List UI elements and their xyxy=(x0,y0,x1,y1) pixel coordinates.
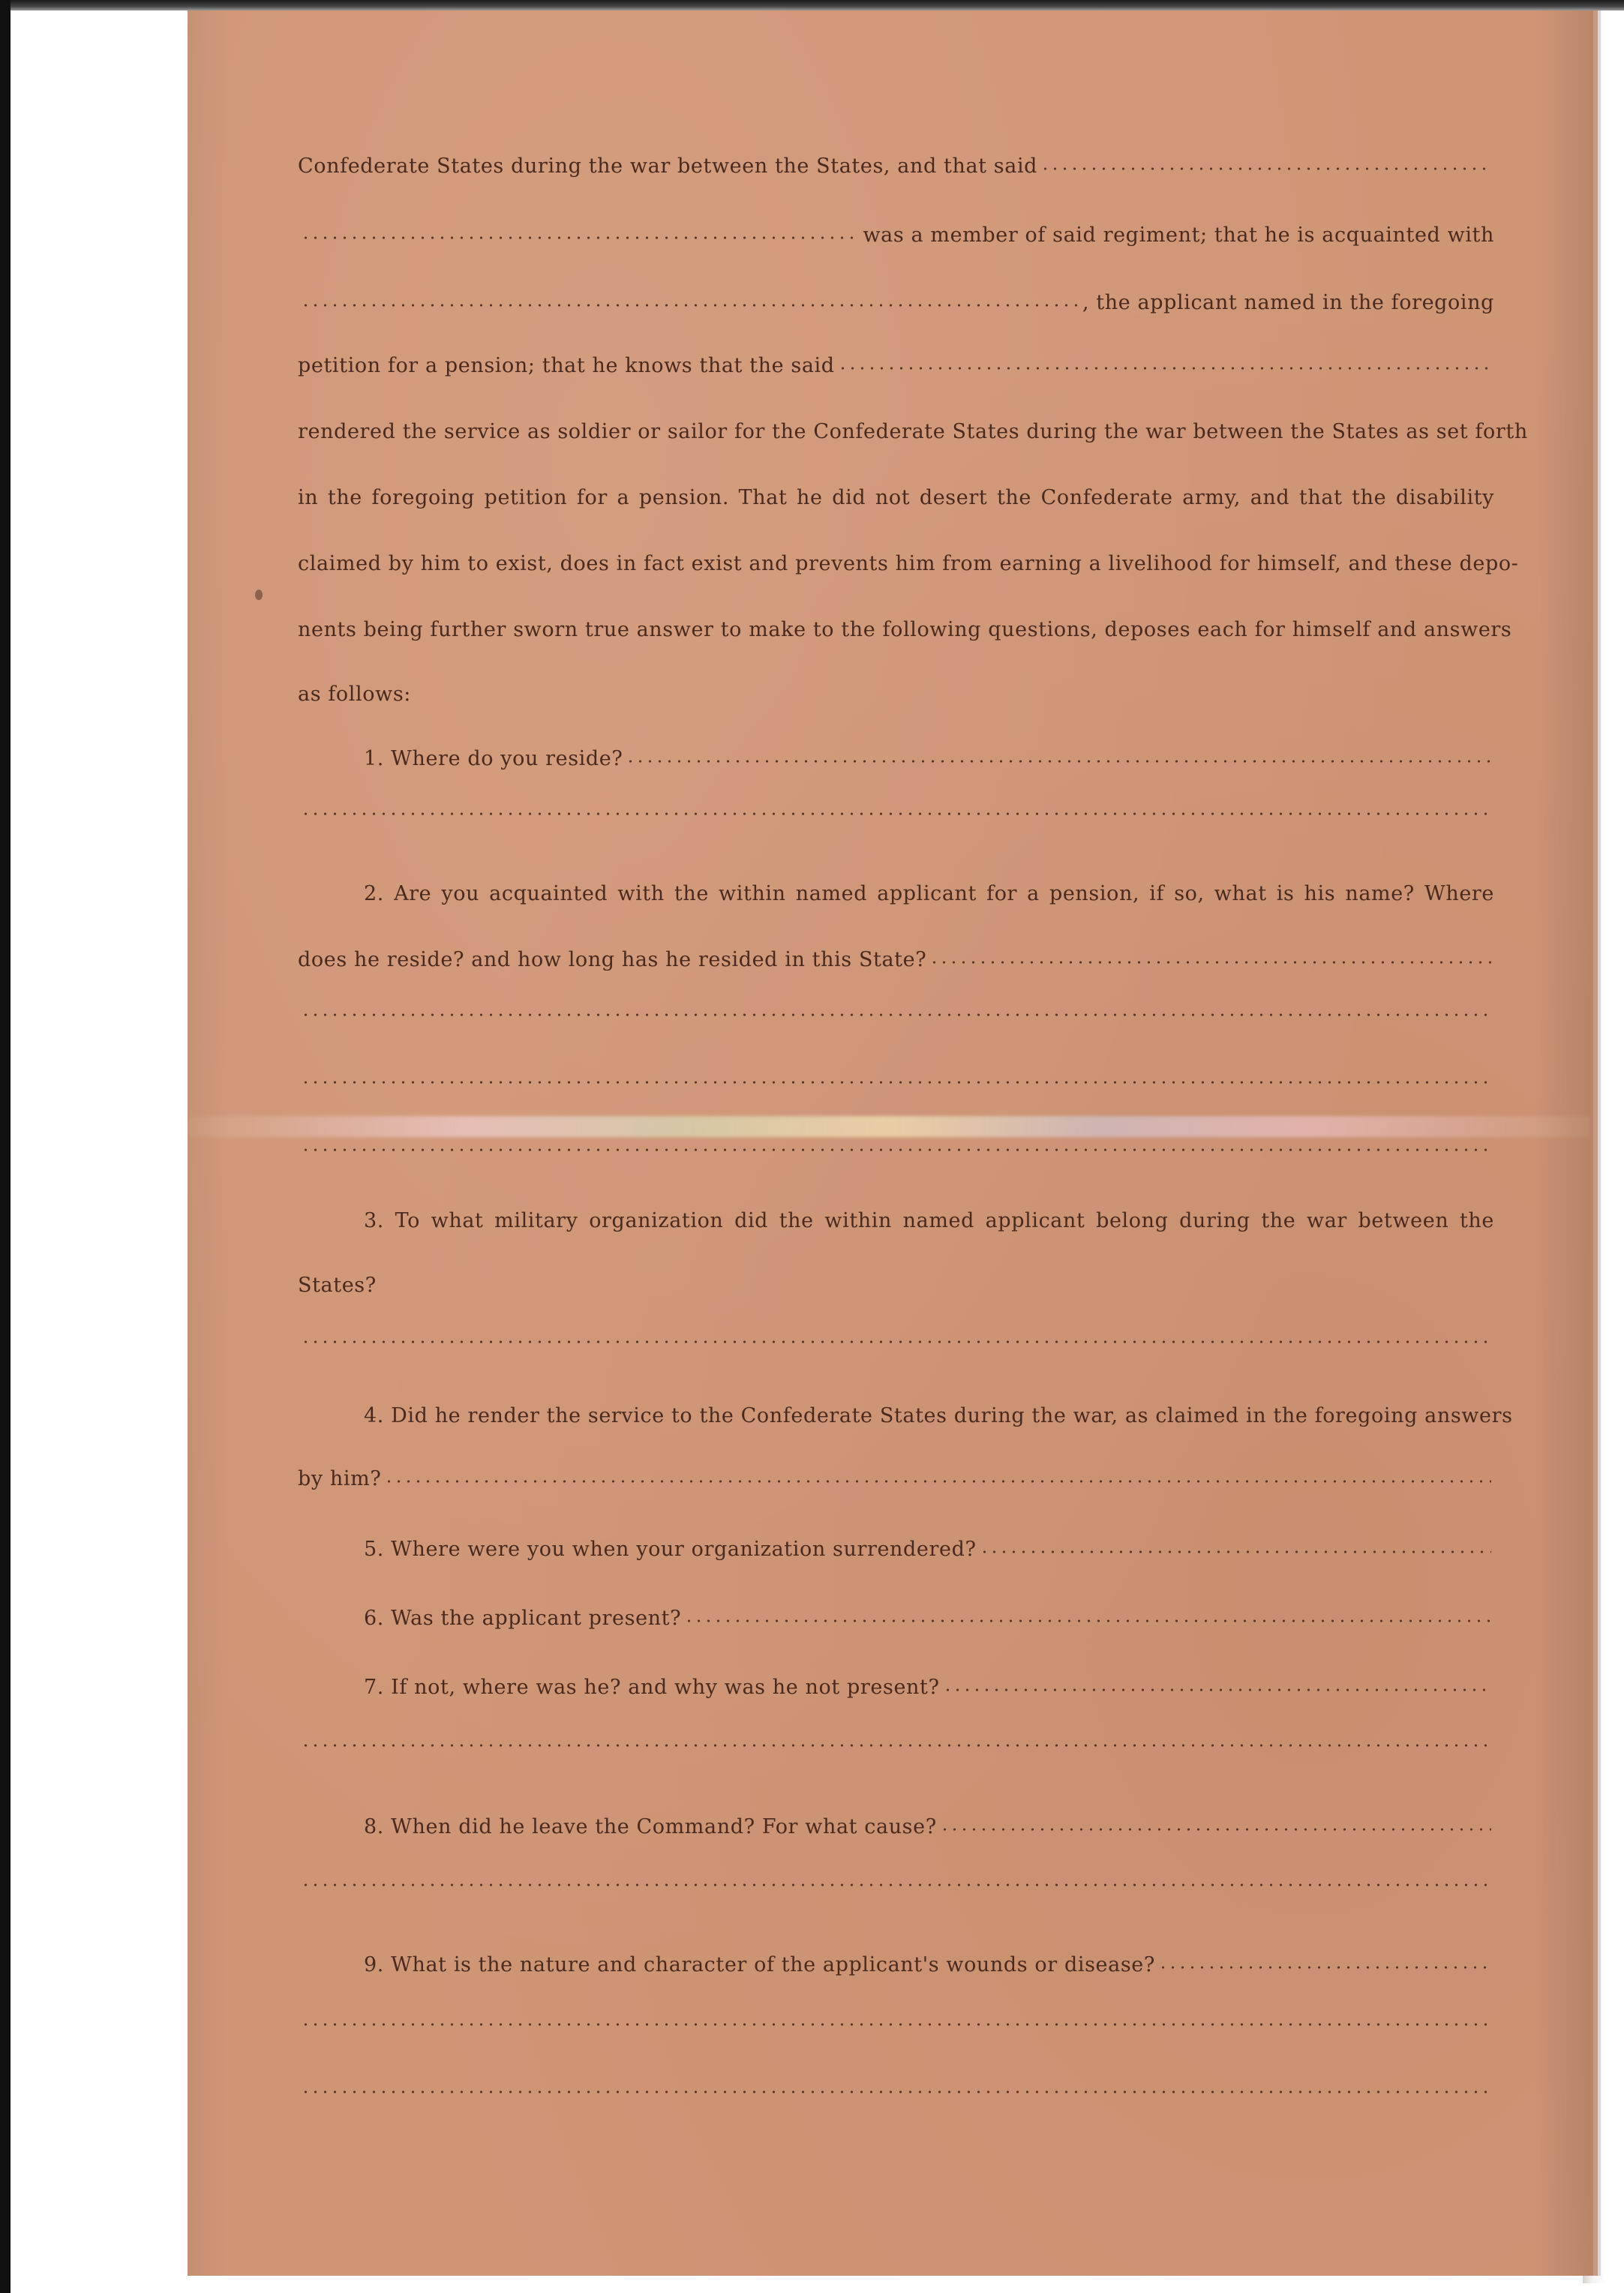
answer-line xyxy=(298,1151,1494,1154)
question-text: 4. Did he render the service to the Confederate States during the war, as claimed in the foregoing answers xyxy=(364,1404,1513,1427)
line-text: in the foregoing petition for a pension. That he did not desert the Confederate army, and that the disability xyxy=(298,486,1494,509)
question-3 xyxy=(298,1209,1494,1232)
answer-line xyxy=(298,1016,1494,1019)
answer-blank[interactable] xyxy=(301,1883,1491,1886)
question-text: 3. To what military organization did the within named applicant belong during the war between the xyxy=(364,1209,1494,1232)
fill-in-blank[interactable] xyxy=(838,367,1491,370)
answer-blank[interactable] xyxy=(980,1550,1491,1553)
answer-blank[interactable] xyxy=(301,2023,1491,2026)
answer-line xyxy=(298,815,1494,818)
question-1 xyxy=(298,747,1494,770)
line-text: rendered the service as soldier or sailor for the Confederate States during the war between the States as set forth xyxy=(298,420,1528,443)
question-2 xyxy=(298,882,1494,905)
line-text: petition for a pension; that he knows that the said xyxy=(298,354,835,377)
line-text: as follows: xyxy=(298,683,411,706)
scan-border-top xyxy=(0,0,1624,11)
paragraph-line xyxy=(298,155,1494,178)
line-text: nents being further sworn true answer to make to the following questions, deposes each for himself and answers xyxy=(298,618,1512,641)
question-7 xyxy=(298,1676,1494,1699)
answer-line xyxy=(298,1083,1494,1086)
answer-line xyxy=(298,2093,1494,2096)
question-2-cont xyxy=(298,948,1494,971)
paragraph-line xyxy=(298,552,1519,575)
line-text: was a member of said regiment; that he is acquainted with xyxy=(863,224,1494,247)
form-page xyxy=(188,11,1590,2276)
paragraph-line xyxy=(298,420,1528,443)
answer-blank[interactable] xyxy=(301,2090,1491,2093)
question-5 xyxy=(298,1538,1494,1561)
question-9 xyxy=(298,1953,1494,1976)
answer-line xyxy=(298,1343,1494,1346)
scan-border-left xyxy=(0,0,11,2293)
answer-blank[interactable] xyxy=(301,812,1491,815)
question-3-cont xyxy=(298,1274,1494,1297)
line-text: claimed by him to exist, does in fact exist and prevents him from earning a livelihood for himself, and these depo- xyxy=(298,552,1519,575)
paragraph-line xyxy=(298,486,1494,509)
question-6 xyxy=(298,1607,1494,1630)
fold-crease xyxy=(188,1116,1590,1137)
question-text: 6. Was the applicant present? xyxy=(364,1607,682,1630)
question-4-cont xyxy=(298,1467,1494,1490)
paragraph-line xyxy=(298,683,1494,706)
fill-in-blank[interactable] xyxy=(301,236,860,239)
fill-in-blank[interactable] xyxy=(301,304,1079,307)
line-text: , the applicant named in the foregoing xyxy=(1082,291,1494,314)
answer-blank[interactable] xyxy=(301,1744,1491,1747)
answer-line xyxy=(298,2025,1494,2028)
question-text: does he reside? and how long has he resided in this State? xyxy=(298,948,927,971)
answer-blank[interactable] xyxy=(301,1148,1491,1151)
paragraph-line xyxy=(298,354,1494,377)
fill-in-blank[interactable] xyxy=(1040,167,1491,170)
paragraph-line xyxy=(298,291,1494,314)
answer-blank[interactable] xyxy=(929,961,1491,964)
line-text: Confederate States during the war between the States, and that said xyxy=(298,155,1038,178)
answer-blank[interactable] xyxy=(626,760,1491,763)
answer-line xyxy=(298,1746,1494,1749)
paragraph-line xyxy=(298,224,1494,247)
question-8 xyxy=(298,1815,1494,1838)
answer-blank[interactable] xyxy=(943,1688,1491,1691)
answer-blank[interactable] xyxy=(301,1081,1491,1084)
question-text: 7. If not, where was he? and why was he not present? xyxy=(364,1676,940,1699)
question-text: States? xyxy=(298,1274,377,1297)
answer-blank[interactable] xyxy=(301,1013,1491,1016)
question-text: by him? xyxy=(298,1467,382,1490)
ink-smudge xyxy=(255,590,263,600)
answer-blank[interactable] xyxy=(1158,1966,1491,1969)
paragraph-line xyxy=(298,618,1512,641)
question-text: 9. What is the nature and character of the applicant's wounds or disease? xyxy=(364,1953,1155,1976)
answer-blank[interactable] xyxy=(684,1619,1491,1622)
answer-blank[interactable] xyxy=(384,1480,1491,1483)
question-text: 8. When did he leave the Command? For what cause? xyxy=(364,1815,937,1838)
answer-line xyxy=(298,1886,1494,1889)
answer-blank[interactable] xyxy=(940,1828,1491,1831)
question-text: 2. Are you acquainted with the within named applicant for a pension, if so, what is his name? Where xyxy=(364,882,1494,905)
question-4 xyxy=(298,1404,1513,1427)
answer-blank[interactable] xyxy=(301,1340,1491,1343)
question-text: 1. Where do you reside? xyxy=(364,747,623,770)
question-text: 5. Where were you when your organization surrendered? xyxy=(364,1538,977,1561)
